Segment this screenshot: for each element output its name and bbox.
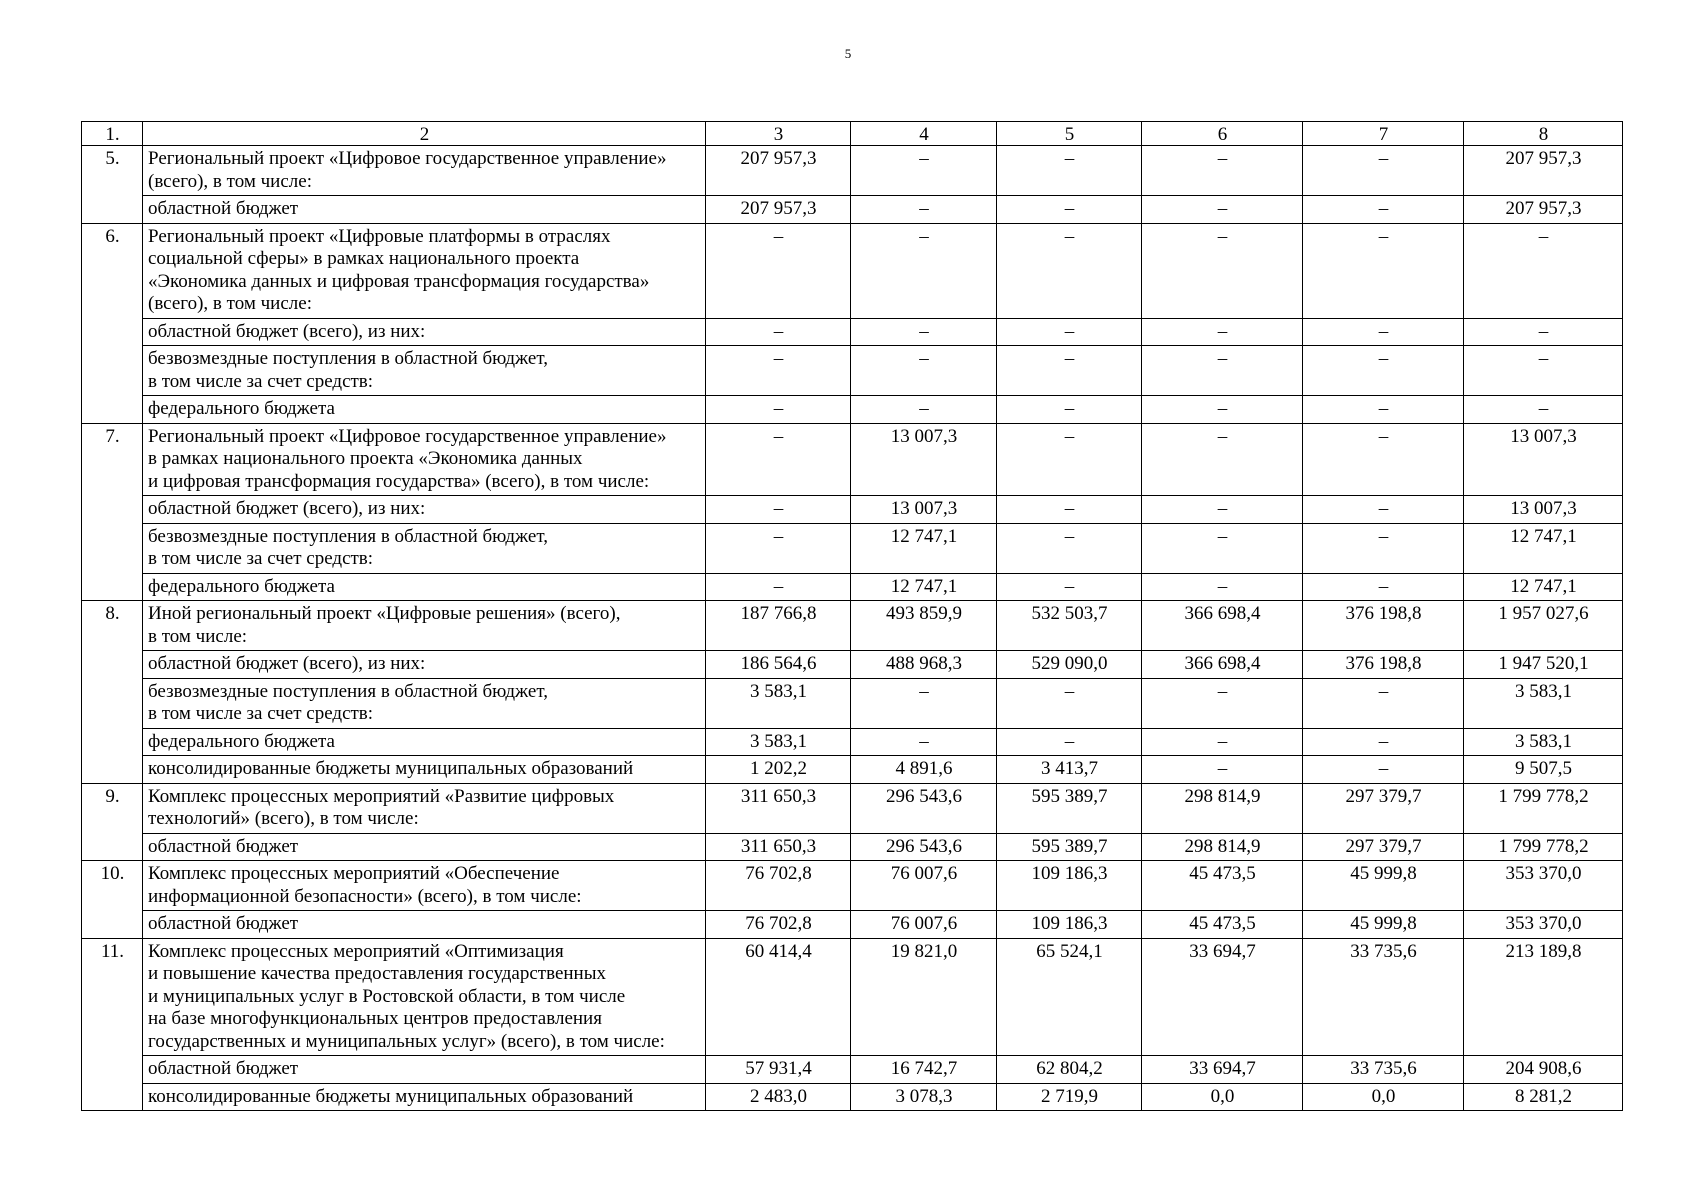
value-cell: – [1142,346,1303,396]
row-label-line: федерального бюджета [148,398,335,419]
row-label-line: федерального бюджета [148,730,335,752]
value-cell: – [997,146,1142,196]
row-label [143,318,706,346]
value-cell: 366 698,4 [1142,651,1303,679]
header-cell: 3 [706,122,851,146]
value-cell: – [997,318,1142,346]
table-row-sub [82,756,1623,784]
table-row-sub [82,678,1623,728]
value-cell: 353 370,0 [1464,911,1623,939]
value-cell: – [997,346,1142,396]
row-label-line: и повышение качества предоставления государственных [148,963,606,984]
value-cell: – [706,396,851,424]
value-cell: 12 747,1 [851,523,997,573]
value-cell: – [1464,346,1623,396]
row-label-line: областной бюджет [148,1058,299,1079]
value-cell: 4 891,6 [851,756,997,784]
table-row-sub [82,911,1623,939]
row-label-line: областной бюджет [148,198,299,219]
value-cell: 207 957,3 [706,146,851,196]
value-cell: – [1303,728,1464,756]
value-cell: – [851,196,997,224]
value-cell: 1 202,2 [706,756,851,784]
header-cell: 6 [1142,122,1303,146]
value-cell: – [1142,196,1303,224]
value-cell: – [1303,496,1464,524]
header-row [82,122,1623,146]
row-label-line: безвозмездные поступления в областной бюджет, [148,680,548,702]
value-cell: 595 389,7 [997,783,1142,833]
value-cell: 207 957,3 [1464,146,1623,196]
value-cell: – [851,146,997,196]
row-number: 10. [82,861,143,939]
row-label-line: Иной региональный проект «Цифровые решения» (всего), [148,603,621,624]
value-cell: 298 814,9 [1142,833,1303,861]
table-row-main [82,423,1623,496]
row-label [143,601,706,651]
row-label-line: в том числе за счет средств: [148,548,374,569]
value-cell: – [1303,756,1464,784]
value-cell: – [997,728,1142,756]
value-cell: 62 804,2 [997,1056,1142,1084]
row-label-line: областной бюджет [148,913,299,934]
value-cell: 3 413,7 [997,756,1142,784]
value-cell: 8 281,2 [1464,1083,1623,1111]
table-row-sub [82,1083,1623,1111]
table-row-main [82,938,1623,1056]
value-cell: 33 735,6 [1303,938,1464,1056]
value-cell: – [1142,396,1303,424]
value-cell: – [706,223,851,318]
row-label-line: в том числе за счет средств: [148,703,374,724]
value-cell: – [1142,423,1303,496]
value-cell: 2 483,0 [706,1083,851,1111]
value-cell: – [706,318,851,346]
row-label-line: Региональный проект «Цифровое государственное управление» [148,425,667,447]
value-cell: – [997,423,1142,496]
row-label-line: областной бюджет (всего), из них: [148,653,426,674]
value-cell: 45 999,8 [1303,911,1464,939]
row-label-line: и муниципальных услуг в Ростовской области, в том числе [148,985,626,1007]
value-cell: – [1303,318,1464,346]
header-cell: 1. [82,122,143,146]
value-cell: 33 694,7 [1142,1056,1303,1084]
value-cell: 76 007,6 [851,911,997,939]
row-label [143,861,706,911]
table-row-main [82,223,1623,318]
value-cell: – [706,496,851,524]
value-cell: 13 007,3 [851,496,997,524]
row-label-line: информационной безопасности» (всего), в том числе: [148,885,582,907]
value-cell: – [706,573,851,601]
value-cell: 76 702,8 [706,861,851,911]
row-label [143,496,706,524]
row-label [143,523,706,573]
value-cell: 76 702,8 [706,911,851,939]
row-label-line: Комплекс процессных мероприятий «Обеспечение [148,863,560,884]
row-label [143,346,706,396]
budget-table [81,121,1623,1111]
value-cell: 33 694,7 [1142,938,1303,1056]
value-cell: 33 735,6 [1303,1056,1464,1084]
value-cell: 3 583,1 [706,728,851,756]
row-number: 9. [82,783,143,861]
value-cell: 76 007,6 [851,861,997,911]
value-cell: – [1303,678,1464,728]
value-cell: – [1303,573,1464,601]
value-cell: 187 766,8 [706,601,851,651]
value-cell: – [851,346,997,396]
row-label-line: в том числе за счет средств: [148,370,374,392]
value-cell: – [997,523,1142,573]
row-label [143,938,706,1056]
value-cell: – [706,523,851,573]
row-number: 5. [82,146,143,224]
value-cell: – [851,223,997,318]
value-cell: – [1142,146,1303,196]
value-cell: 16 742,7 [851,1056,997,1084]
row-label-line: и цифровая трансформация государства» (всего), в том числе: [148,470,650,492]
value-cell: – [1142,523,1303,573]
table-row-sub [82,728,1623,756]
value-cell: – [1142,223,1303,318]
row-label [143,423,706,496]
value-cell: 57 931,4 [706,1056,851,1084]
value-cell: 493 859,9 [851,601,997,651]
value-cell: 109 186,3 [997,911,1142,939]
row-label-line: в рамках национального проекта «Экономика данных [148,448,583,469]
table-row-sub [82,196,1623,224]
value-cell: 0,0 [1303,1083,1464,1111]
value-cell: 532 503,7 [997,601,1142,651]
value-cell: – [1464,318,1623,346]
row-label [143,728,706,756]
value-cell: 207 957,3 [706,196,851,224]
row-label-line: (всего), в том числе: [148,170,312,192]
value-cell: – [1303,223,1464,318]
row-label-line: консолидированные бюджеты муниципальных образований [148,758,634,779]
value-cell: 311 650,3 [706,833,851,861]
value-cell: – [997,396,1142,424]
value-cell: – [851,728,997,756]
value-cell: – [851,396,997,424]
value-cell: – [997,223,1142,318]
row-label [143,573,706,601]
row-label-line: на базе многофункциональных центров предоставления [148,1008,602,1029]
value-cell: 12 747,1 [851,573,997,601]
row-label [143,756,706,784]
row-label [143,1056,706,1084]
value-cell: – [1142,318,1303,346]
value-cell: 3 583,1 [706,678,851,728]
row-label-line: Региональный проект «Цифровое государственное управление» [148,148,667,169]
table-row-sub [82,573,1623,601]
row-label-line: технологий» (всего), в том числе: [148,808,419,829]
row-label-line: безвозмездные поступления в областной бюджет, [148,525,548,547]
table-row-main [82,146,1623,196]
value-cell: – [1142,728,1303,756]
table-body [82,122,1623,1111]
value-cell: 297 379,7 [1303,833,1464,861]
row-label-line: консолидированные бюджеты муниципальных образований [148,1085,634,1107]
row-label [143,146,706,196]
value-cell: 1 799 778,2 [1464,783,1623,833]
value-cell: 297 379,7 [1303,783,1464,833]
value-cell: – [1303,146,1464,196]
table-row-sub [82,523,1623,573]
value-cell: 45 473,5 [1142,911,1303,939]
value-cell: 213 189,8 [1464,938,1623,1056]
table-row-sub [82,651,1623,679]
header-cell: 5 [997,122,1142,146]
value-cell: – [1303,396,1464,424]
value-cell: – [1303,346,1464,396]
row-number: 11. [82,938,143,1111]
value-cell: 366 698,4 [1142,601,1303,651]
value-cell: 45 473,5 [1142,861,1303,911]
value-cell: 376 198,8 [1303,601,1464,651]
value-cell: – [1303,423,1464,496]
value-cell: 296 543,6 [851,783,997,833]
header-cell: 4 [851,122,997,146]
value-cell: – [1142,678,1303,728]
row-label-line: Региональный проект «Цифровые платформы в отраслях [148,225,611,247]
table-row-main [82,783,1623,833]
value-cell: 353 370,0 [1464,861,1623,911]
row-label [143,678,706,728]
row-number: 6. [82,223,143,423]
value-cell: 3 583,1 [1464,678,1623,728]
row-label-line: областной бюджет (всего), из них: [148,320,426,342]
row-label [143,196,706,224]
value-cell: – [1142,756,1303,784]
value-cell: 19 821,0 [851,938,997,1056]
value-cell: 207 957,3 [1464,196,1623,224]
table-row-sub [82,396,1623,424]
value-cell: 1 799 778,2 [1464,833,1623,861]
row-label [143,1083,706,1111]
value-cell: 311 650,3 [706,783,851,833]
value-cell: 65 524,1 [997,938,1142,1056]
value-cell: – [997,573,1142,601]
table-row-main [82,861,1623,911]
value-cell: 13 007,3 [1464,496,1623,524]
row-label-line: безвозмездные поступления в областной бюджет, [148,348,548,369]
table-row-sub [82,318,1623,346]
row-number: 7. [82,423,143,601]
row-number: 8. [82,601,143,784]
value-cell: – [997,496,1142,524]
value-cell: 12 747,1 [1464,573,1623,601]
row-label-line: «Экономика данных и цифровая трансформация государства» [148,270,650,292]
value-cell: – [1464,396,1623,424]
table-row-sub [82,346,1623,396]
table-row-sub [82,833,1623,861]
header-cell: 8 [1464,122,1623,146]
value-cell: 204 908,6 [1464,1056,1623,1084]
value-cell: – [851,318,997,346]
row-label [143,651,706,679]
value-cell: 298 814,9 [1142,783,1303,833]
value-cell: 3 583,1 [1464,728,1623,756]
row-label [143,833,706,861]
row-label-line: областной бюджет (всего), из них: [148,498,426,519]
header-cell: 7 [1303,122,1464,146]
value-cell: 1 947 520,1 [1464,651,1623,679]
value-cell: 13 007,3 [1464,423,1623,496]
value-cell: 376 198,8 [1303,651,1464,679]
value-cell: – [1464,223,1623,318]
value-cell: 488 968,3 [851,651,997,679]
value-cell: 529 090,0 [997,651,1142,679]
row-label-line: областной бюджет [148,835,299,857]
row-label-line: в том числе: [148,625,248,647]
value-cell: – [706,423,851,496]
row-label-line: государственных и муниципальных услуг» (всего), в том числе: [148,1030,665,1052]
value-cell: – [1303,523,1464,573]
row-label-line: федерального бюджета [148,575,335,597]
row-label [143,223,706,318]
table-row-sub [82,496,1623,524]
row-label [143,783,706,833]
value-cell: 1 957 027,6 [1464,601,1623,651]
page-number: 5 [844,46,852,61]
row-label-line: социальной сферы» в рамках национального проекта [148,248,580,269]
row-label-line: (всего), в том числе: [148,293,312,314]
value-cell: 595 389,7 [997,833,1142,861]
value-cell: 109 186,3 [997,861,1142,911]
value-cell: 60 414,4 [706,938,851,1056]
row-label-line: Комплекс процессных мероприятий «Развитие цифровых [148,785,615,807]
value-cell: 0,0 [1142,1083,1303,1111]
value-cell: 45 999,8 [1303,861,1464,911]
table-row-sub [82,1056,1623,1084]
row-label-line: Комплекс процессных мероприятий «Оптимизация [148,940,564,962]
value-cell: 12 747,1 [1464,523,1623,573]
value-cell: 2 719,9 [997,1083,1142,1111]
value-cell: 296 543,6 [851,833,997,861]
header-cell: 2 [143,122,706,146]
row-label [143,911,706,939]
value-cell: – [706,346,851,396]
value-cell: 3 078,3 [851,1083,997,1111]
value-cell: – [997,678,1142,728]
value-cell: – [997,196,1142,224]
row-label [143,396,706,424]
value-cell: – [1142,573,1303,601]
value-cell: 186 564,6 [706,651,851,679]
value-cell: – [1303,196,1464,224]
value-cell: – [851,678,997,728]
value-cell: – [1142,496,1303,524]
value-cell: 9 507,5 [1464,756,1623,784]
value-cell: 13 007,3 [851,423,997,496]
table-row-main [82,601,1623,651]
